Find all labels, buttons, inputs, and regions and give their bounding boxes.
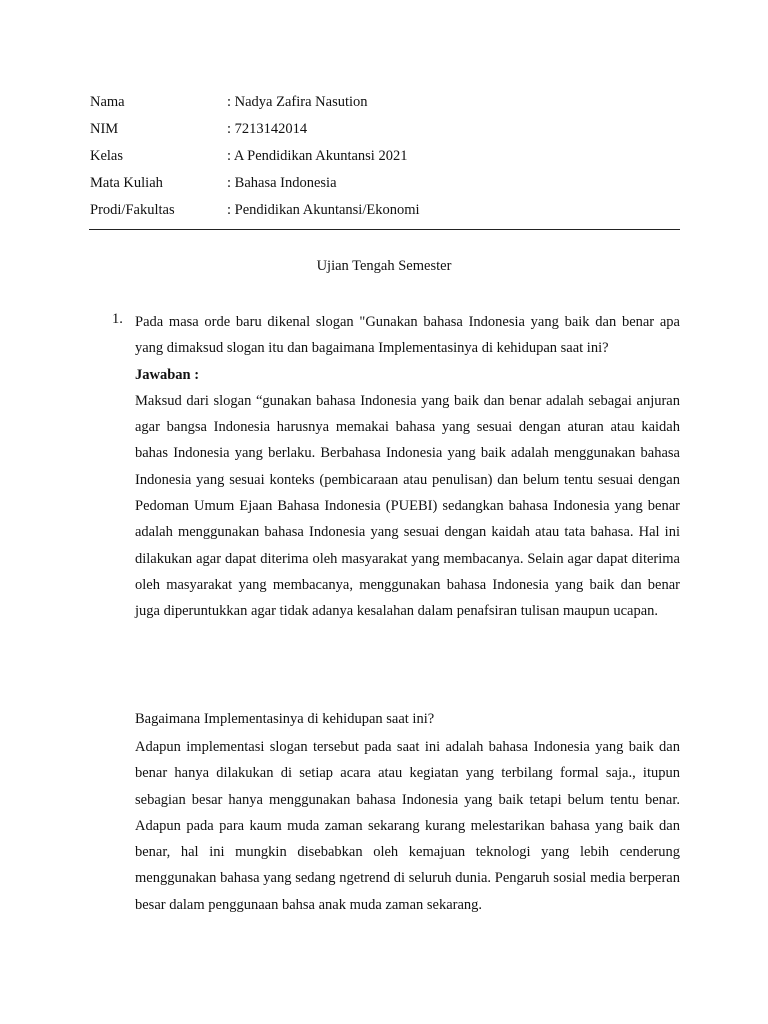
answer-text: Maksud dari slogan “gunakan bahasa Indonesia yang baik dan benar adalah sebagai anjuran agar bangsa Indonesia harusnya memakai bahasa yang sesuai dengan aturan atau kaidah bahas Indonesia yang berlaku. Berbahasa Indonesia yang baik adalah menggunakan bahasa Indonesia yang sesuai konteks (pembicaraan atau penulisan) dan belum tentu sesuai dengan Pedoman Umum Ejaan Bahasa Indonesia (PUEBI) sedangkan bahasa Indonesia yang benar adalah menggunakan bahasa Indonesia yang sesuai dengan kaidah atau tata bahasa. Hal ini dilakukan agar dapat diterima oleh masyarakat yang membacanya. Selain agar dapat diterima oleh masyarakat yang membacanya, menggunakan bahasa Indonesia yang baik dan benar juga diperuntukkan agar tidak adanya kesalahan dalam penafsiran tulisan maupun ucapan.	[135, 392, 680, 620]
sub-question: Bagaimana Implementasinya di kehidupan saat ini?	[135, 711, 435, 727]
info-label: Mata Kuliah	[90, 175, 163, 191]
info-row-prodi	[90, 200, 690, 227]
info-value: : Pendidikan Akuntansi/Ekonomi	[227, 202, 420, 218]
info-label: Kelas	[90, 148, 124, 164]
info-label: Prodi/Fakultas	[90, 202, 175, 218]
sub-answer-text: Adapun implementasi slogan tersebut pada saat ini adalah bahasa Indonesia yang baik dan benar hanya dilakukan di setiap acara atau kegiatan yang terbilang formal saja., itupun sebagian besar hanya menggunakan bahasa Indonesia yang baik tetapi belum tentu benar. Adapun pada para kaum muda zaman sekarang kurang melestarikan bahasa yang baik dan benar, hal ini mungkin disebabkan oleh kemajuan teknologi yang lebih cenderung menggunakan bahasa yang sedang ngetrend di seluruh dunia. Pengaruh sosial media berperan besar dalam penggunaan bahsa anak muda zaman sekarang.	[135, 739, 680, 913]
header-divider	[89, 229, 680, 230]
question-number: 1.	[112, 311, 123, 327]
document-title: Ujian Tengah Semester	[316, 258, 452, 274]
info-value: : Bahasa Indonesia	[227, 175, 337, 191]
implementation-block	[135, 708, 680, 918]
info-row-nim	[90, 119, 690, 146]
answer-label: Jawaban :	[135, 366, 200, 383]
info-row-mata-kuliah	[90, 173, 690, 200]
student-info-table	[90, 92, 690, 227]
info-row-kelas	[90, 146, 690, 173]
question-body	[135, 309, 680, 625]
info-label: Nama	[90, 94, 125, 110]
info-row-nama	[90, 92, 690, 119]
info-value: : A Pendidikan Akuntansi 2021	[227, 148, 408, 164]
info-label: NIM	[90, 121, 119, 137]
info-value: : Nadya Zafira Nasution	[227, 94, 368, 110]
question-text: Pada masa orde baru dikenal slogan "Gunakan bahasa Indonesia yang baik dan benar apa yang dimaksud slogan itu dan bagaimana Implementasinya di kehidupan saat ini?	[135, 314, 680, 357]
info-value: : 7213142014	[227, 121, 308, 137]
